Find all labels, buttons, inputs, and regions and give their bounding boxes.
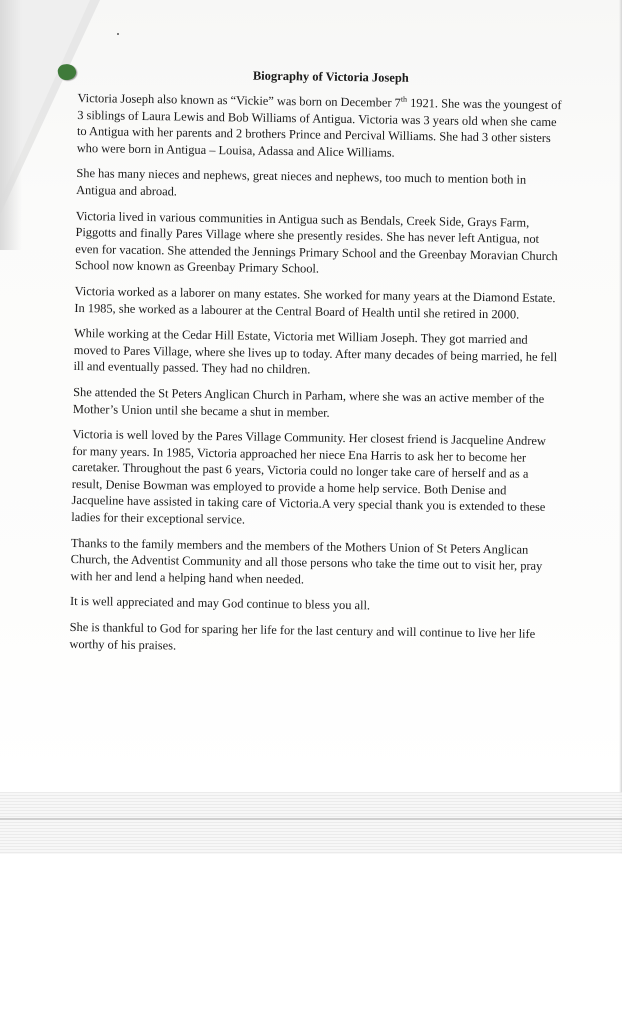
ordinal-suffix: th <box>400 94 408 104</box>
paragraph-family: She has many nieces and nephews, great nieces and nephews, too much to mention both in Antigua and abroad. <box>76 166 527 199</box>
paragraph-birth <box>77 90 566 164</box>
paragraph-birth-text: Victoria Joseph also known as “Vickie” was born on December 7 <box>77 90 401 110</box>
blank-scan-area <box>0 854 622 1024</box>
scanner-edge-band <box>0 792 622 854</box>
scanner-edge-line <box>0 818 622 820</box>
paragraph-communities: Victoria lived in various communities in Antigua such as Bendals, Creek Side, Grays Farm, Piggotts and finally Pares Village where she presently resides. She has never left Antigua, not even for vacation. She attended the Jennings Primary School and the Greenbay Moravian Church School now known as Greenbay Primary School. <box>74 208 558 276</box>
document-title: Biography of Victoria Joseph <box>252 68 409 85</box>
paragraph-community: Victoria is well loved by the Pares Village Community. Her closest friend is Jacqueline Andrew for many years. In 1985, Victoria approached her niece Ena Harris to ask her to become her caretaker. Throughout the past 6 years, Victoria could no longer take care of herself and as a result, Denise Bowman was employed to provide a home help service. Both Denise and Jacqueline have assisted in taking care of Victoria.A very special thank you is extended to these ladies for their exceptional service. <box>71 427 546 527</box>
ink-speck <box>117 33 119 35</box>
paragraph-work: Victoria worked as a laborer on many estates. She worked for many years at the Diamond Estate. In 1985, she worked as a labourer at the Central Board of Health until she retired in 2000. <box>74 283 556 322</box>
paragraph-marriage: While working at the Cedar Hill Estate, Victoria met William Joseph. They got married and moved to Pares Village, where she lives up to today. After many decades of being married, he fell ill and eventually passed. They had no children. <box>73 326 558 377</box>
left-edge-shadow <box>0 0 22 250</box>
paragraph-birth-text-continued: 1921. She was the youngest of 3 siblings of Laura Lewis and Bob Williams of Antigua. Victoria was 3 years old when she came to Antigua with her parents and 2 brothers Prince and Percival Williams. She had 3 other sisters who were born in Antigua – Louisa, Adassa and Alice Williams. <box>76 95 562 160</box>
paragraph-blessing: It is well appreciated and may God continue to bless you all. <box>69 594 371 613</box>
paragraph-thanks: Thanks to the family members and the members of the Mothers Union of St Peters Anglican Church, the Adventist Community and all those persons who take the time out to visit her, pray with her and lend a helping hand when needed. <box>70 535 543 587</box>
paragraph-closing: She is thankful to God for sparing her life for the last century and will continue to live her life worthy of his praises. <box>69 619 536 653</box>
biography-body <box>69 66 566 668</box>
paragraph-church: She attended the St Peters Anglican Church in Parham, where she was an active member of the Mother’s Union until she became a shut in member. <box>72 384 545 420</box>
